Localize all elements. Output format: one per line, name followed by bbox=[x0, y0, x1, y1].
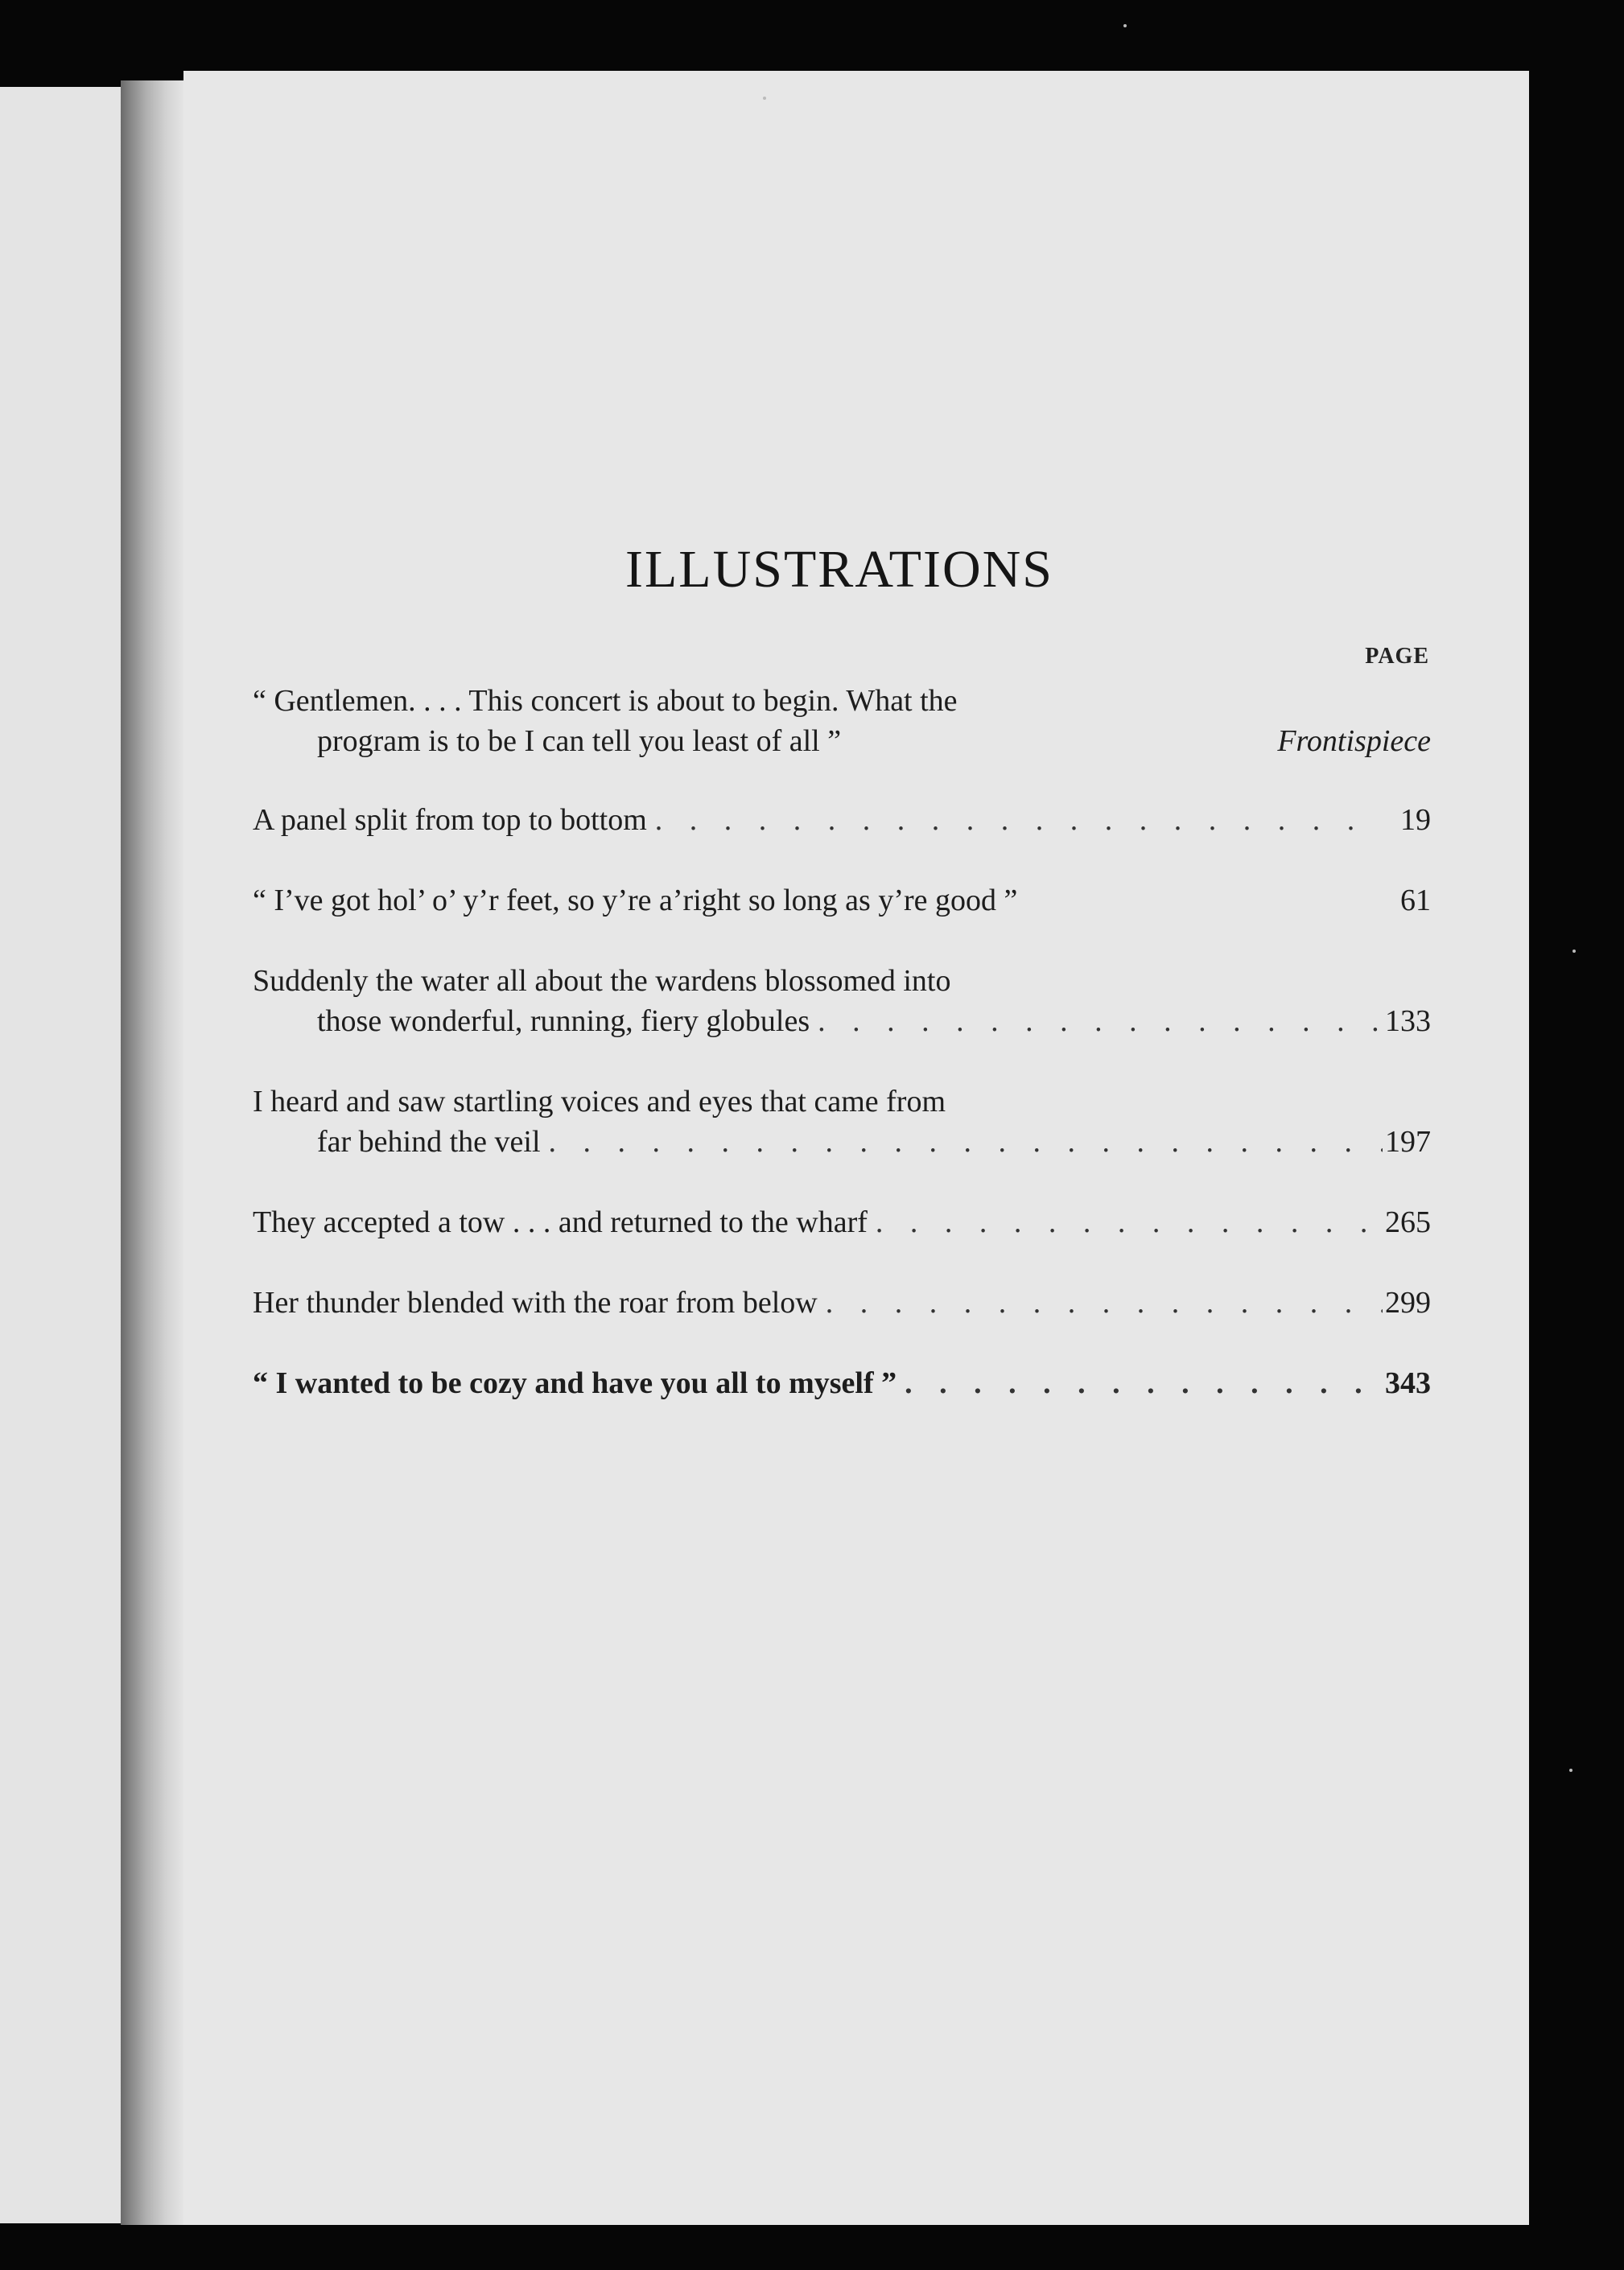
entry-caption: “ Gentlemen. . . . This concert is about to begin. What the bbox=[253, 684, 958, 718]
dot-leader bbox=[541, 1122, 1383, 1162]
list-item bbox=[253, 880, 1431, 921]
entry-page-number: 19 bbox=[1400, 803, 1431, 837]
entry-caption: “ I wanted to be cozy and have you all to myself ” bbox=[253, 1366, 897, 1400]
list-item bbox=[253, 1081, 1431, 1162]
entry-page-number: 343 bbox=[1385, 1366, 1431, 1400]
dot-leader bbox=[868, 1202, 1383, 1242]
dust-speck bbox=[1572, 950, 1576, 953]
list-item bbox=[253, 1283, 1431, 1323]
list-item bbox=[253, 961, 1431, 1041]
entry-caption: I heard and saw startling voices and eyes that came from bbox=[253, 1085, 946, 1119]
illustrations-page bbox=[183, 71, 1529, 2225]
dust-speck bbox=[1123, 24, 1127, 27]
dot-leader bbox=[647, 800, 1383, 840]
dot-leader bbox=[810, 1001, 1383, 1041]
entry-caption-continued: those wonderful, running, fiery globules bbox=[317, 1004, 810, 1038]
entry-caption: Suddenly the water all about the wardens blossomed into bbox=[253, 964, 951, 998]
entry-caption-continued: program is to be I can tell you least of all ” bbox=[317, 724, 842, 758]
dust-speck bbox=[1569, 1769, 1572, 1772]
book-gutter bbox=[121, 80, 185, 2225]
page-column-label: PAGE bbox=[1365, 644, 1429, 669]
entry-page-number: 197 bbox=[1385, 1125, 1431, 1159]
dot-leader bbox=[818, 1283, 1383, 1323]
list-item bbox=[253, 681, 1431, 761]
entry-page-number: 265 bbox=[1385, 1205, 1431, 1239]
entry-caption-continued: far behind the veil bbox=[317, 1125, 541, 1159]
entry-caption: A panel split from top to bottom bbox=[253, 803, 647, 837]
facing-page-edge bbox=[0, 87, 121, 2223]
list-item bbox=[253, 800, 1431, 840]
entry-page-number: 299 bbox=[1385, 1286, 1431, 1320]
entry-page-number: 133 bbox=[1385, 1004, 1431, 1038]
entry-caption: “ I’ve got hol’ o’ y’r feet, so y’re a’right so long as y’re good ” bbox=[253, 884, 1018, 917]
dot-leader bbox=[896, 1363, 1383, 1403]
list-item bbox=[253, 1202, 1431, 1242]
entry-caption: Her thunder blended with the roar from below bbox=[253, 1286, 818, 1320]
dust-speck bbox=[763, 97, 766, 100]
entry-page-number: Frontispiece bbox=[1277, 724, 1431, 758]
list-item bbox=[253, 1363, 1431, 1403]
entry-caption: They accepted a tow . . . and returned to the wharf bbox=[253, 1205, 868, 1239]
entry-page-number: 61 bbox=[1400, 884, 1431, 917]
page-heading: ILLUSTRATIONS bbox=[625, 540, 1053, 599]
